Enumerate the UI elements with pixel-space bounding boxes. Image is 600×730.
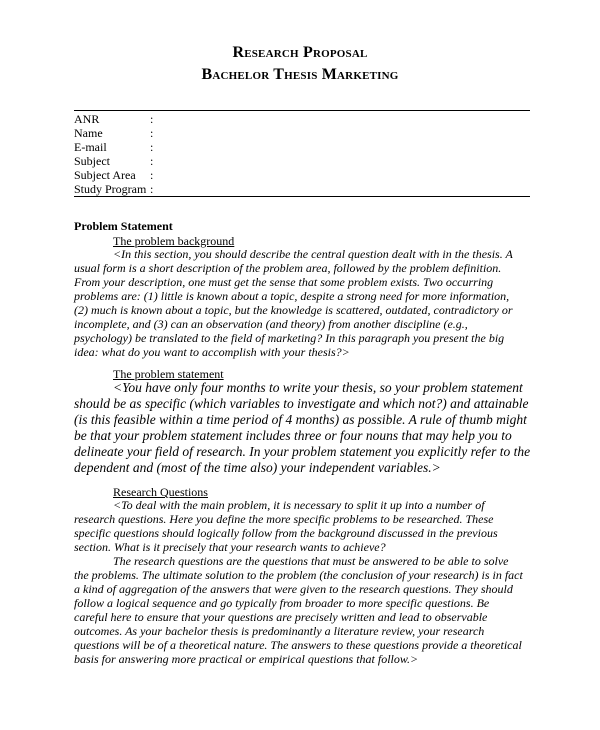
text-line: basis for answering more practical or empirical questions that follow.>	[74, 652, 419, 666]
text-line: be that your problem statement includes three or four nouns that may help you to	[74, 428, 512, 443]
text-line: the problems. The ultimate solution to the problem (the conclusion of your research) is in fact	[74, 568, 523, 582]
text-line: (2) much is known about a topic, but the knowledge is scattered, outdated, contradictory or	[74, 303, 513, 317]
subheading-problem-background: The problem background	[113, 234, 235, 248]
text-line: problems are: (1) little is known about a topic, despite a strong need for more information,	[74, 289, 510, 303]
field-name: Name :	[74, 126, 154, 140]
text-line: From your description, one must get the sense that some problem exists. Two occurring	[74, 275, 494, 289]
field-anr: ANR :	[74, 112, 154, 126]
section-heading-problem-statement: Problem Statement	[74, 219, 173, 233]
text-line: dependent and (most of the time also) your independent variables.>	[74, 460, 441, 475]
text-line: <In this section, you should describe the central question dealt with in the thesis. A	[113, 247, 513, 261]
text-line: delineate your field of research. In your problem statement you explicitly refer to the	[74, 444, 531, 459]
field-subject: Subject :	[74, 154, 154, 168]
text-line: usual form is a short description of the problem area, followed by the problem definition.	[74, 261, 502, 275]
text-line: a kind of aggregation of the answers that were given to the research questions. They should	[74, 582, 513, 596]
paragraph-research-questions-intro	[74, 498, 526, 554]
text-line: <You have only four months to write your thesis, so your problem statement	[113, 380, 523, 395]
divider-top	[74, 110, 530, 111]
text-line: careful here to ensure that your questions are precisely written and lead to observable	[74, 610, 488, 624]
text-line: (is this feasible within a time period of 4 months) as possible. A rule of thumb might	[74, 412, 527, 427]
text-line: questions will be of a theoretical nature. The answers to these questions provide a theoretical	[74, 638, 522, 652]
divider-bottom	[74, 196, 530, 197]
text-line: The research questions are the questions that must be answered to be able to solve	[113, 554, 509, 568]
field-study-program: Study Program :	[74, 182, 154, 196]
text-line: <To deal with the main problem, it is necessary to split it up into a number of	[113, 498, 485, 512]
subheading-problem-statement: The problem statement	[113, 367, 224, 381]
text-line: idea: what do you want to accomplish with your thesis?>	[74, 345, 350, 359]
paragraph-problem-background	[74, 247, 526, 359]
document-title: Research Proposal	[232, 44, 368, 61]
text-line: outcomes. As your bachelor thesis is predominantly a literature review, your research	[74, 624, 485, 638]
field-email: E-mail :	[74, 140, 154, 154]
field-subject-area: Subject Area :	[74, 168, 154, 182]
text-line: psychology) be translated to the field of marketing? In this paragraph you present the big	[74, 331, 505, 345]
paragraph-problem-statement	[74, 380, 531, 476]
text-line: follow a logical sequence and go typically from broader to more specific questions. Be	[74, 596, 490, 610]
text-line: section. What is it precisely that your research wants to achieve?	[74, 540, 386, 554]
text-line: incomplete, and (3) can an observation (and theory) from another discipline (e.g.,	[74, 317, 468, 331]
paragraph-research-questions-detail	[74, 554, 526, 666]
text-line: research questions. Here you define the more specific problems to be researched. These	[74, 512, 494, 526]
text-line: specific questions should logically follow from the background discussed in the previous	[74, 526, 498, 540]
subheading-research-questions: Research Questions	[113, 485, 208, 499]
text-line: should be as specific (which variables to investigate and which not?) and attainable	[74, 396, 529, 411]
document-subtitle: Bachelor Thesis Marketing	[201, 66, 399, 83]
